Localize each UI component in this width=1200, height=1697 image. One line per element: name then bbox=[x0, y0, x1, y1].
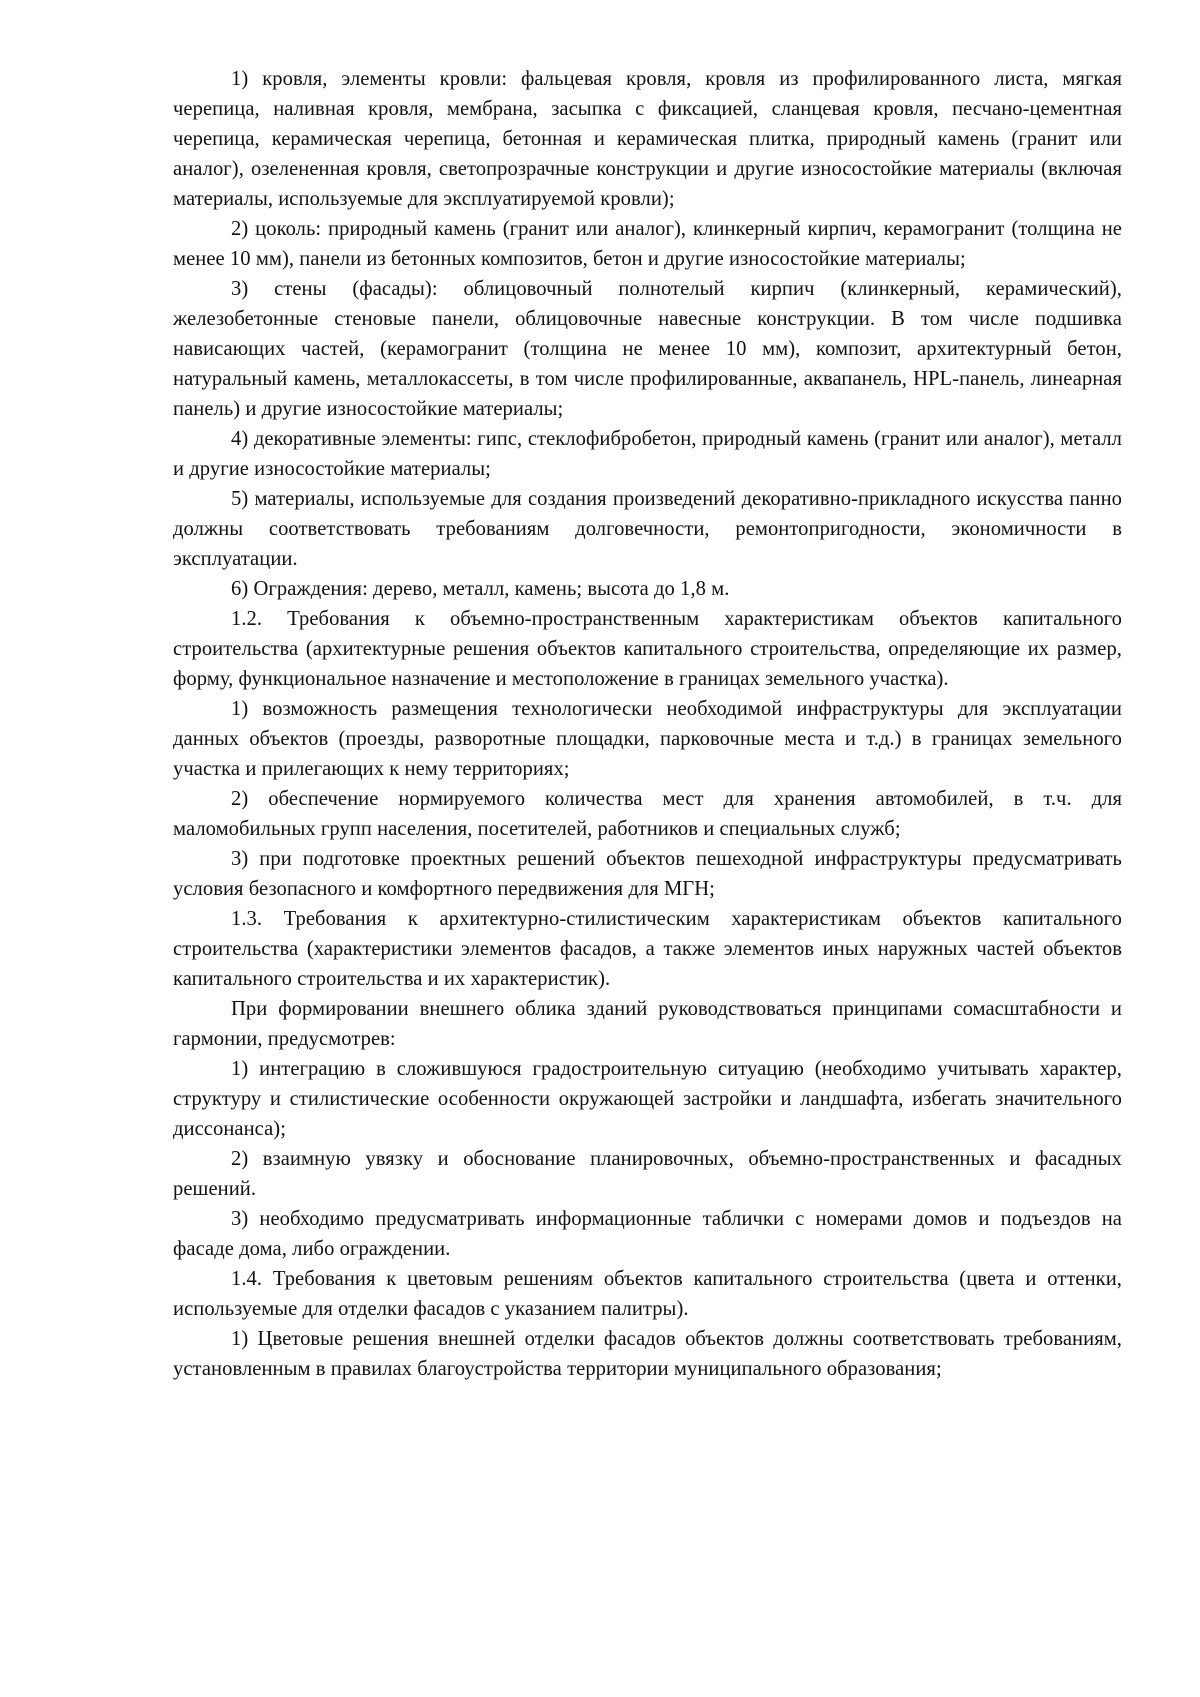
paragraph-roofing: 1) кровля, элементы кровли: фальцевая кровля, кровля из профилированного листа, мягкая черепица, наливная кровля, мембрана, засыпка с фиксацией, сланцевая кровля, песчано-цементная черепица, керамическая черепица, бетонная и керамическая плитка, природный камень (гранит или аналог), озелененная кровля, светопрозрачные конструкции и другие износостойкие материалы (включая материалы, используемые для эксплуатируемой кровли); bbox=[173, 68, 1122, 210]
paragraph-coordination: 2) взаимную увязку и обоснование планировочных, объемно-пространственных и фасадных решений. bbox=[173, 1148, 1122, 1200]
paragraph-appearance-principles: При формировании внешнего облика зданий руководствоваться принципами сомасштабности и гармонии, предусмотрев: bbox=[173, 998, 1122, 1050]
paragraph-fences: 6) Ограждения: дерево, металл, камень; высота до 1,8 м. bbox=[231, 578, 730, 600]
paragraph-pedestrian: 3) при подготовке проектных решений объектов пешеходной инфраструктуры предусматривать условия безопасного и комфортного передвижения для МГН; bbox=[173, 848, 1122, 900]
paragraph-integration: 1) интеграцию в сложившуюся градостроительную ситуацию (необходимо учитывать характер, структуру и стилистические особенности окружающей застройки и ландшафта, избегать значительного диссонанса); bbox=[173, 1058, 1122, 1140]
paragraph-information-plates: 3) необходимо предусматривать информационные таблички с номерами домов и подъездов на фасаде дома, либо ограждении. bbox=[173, 1208, 1122, 1260]
paragraph-section-1-2: 1.2. Требования к объемно-пространственным характеристикам объектов капитального строительства (архитектурные решения объектов капитального строительства, определяющие их размер, форму, функциональное назначение и местоположение в границах земельного участка). bbox=[173, 608, 1122, 690]
document-body bbox=[173, 64, 1122, 1384]
paragraph-section-1-3: 1.3. Требования к архитектурно-стилистическим характеристикам объектов капитального строительства (характеристики элементов фасадов, а также элементов иных наружных частей объектов капитального строительства и их характеристик). bbox=[173, 908, 1122, 990]
paragraph-section-1-4: 1.4. Требования к цветовым решениям объектов капитального строительства (цвета и оттенки, используемые для отделки фасадов с указанием палитры). bbox=[173, 1268, 1122, 1320]
paragraph-decorative-art-materials: 5) материалы, используемые для создания произведений декоративно-прикладного искусства панно должны соответствовать требованиям долговечности, ремонтопригодности, экономичности в эксплуатации. bbox=[173, 488, 1122, 570]
paragraph-parking: 2) обеспечение нормируемого количества мест для хранения автомобилей, в т.ч. для маломобильных групп населения, посетителей, работников и специальных служб; bbox=[173, 788, 1122, 840]
paragraph-plinth: 2) цоколь: природный камень (гранит или аналог), клинкерный кирпич, керамогранит (толщина не менее 10 мм), панели из бетонных композитов, бетон и другие износостойкие материалы; bbox=[173, 218, 1122, 270]
paragraph-color-solutions: 1) Цветовые решения внешней отделки фасадов объектов должны соответствовать требованиям, установленным в правилах благоустройства территории муниципального образования; bbox=[173, 1328, 1122, 1380]
paragraph-infrastructure: 1) возможность размещения технологически необходимой инфраструктуры для эксплуатации данных объектов (проезды, разворотные площадки, парковочные места и т.д.) в границах земельного участка и прилегающих к нему территориях; bbox=[173, 698, 1122, 780]
paragraph-walls: 3) стены (фасады): облицовочный полнотелый кирпич (клинкерный, керамический), железобетонные стеновые панели, облицовочные навесные конструкции. В том числе подшивка нависающих частей, (керамогранит (толщина не менее 10 мм), композит, архитектурный бетон, натуральный камень, металлокассеты, в том числе профилированные, аквапанель, HPL-панель, линеарная панель) и другие износостойкие материалы; bbox=[173, 278, 1122, 420]
paragraph-decorative-elements: 4) декоративные элементы: гипс, стеклофибробетон, природный камень (гранит или аналог), металл и другие износостойкие материалы; bbox=[173, 428, 1122, 480]
